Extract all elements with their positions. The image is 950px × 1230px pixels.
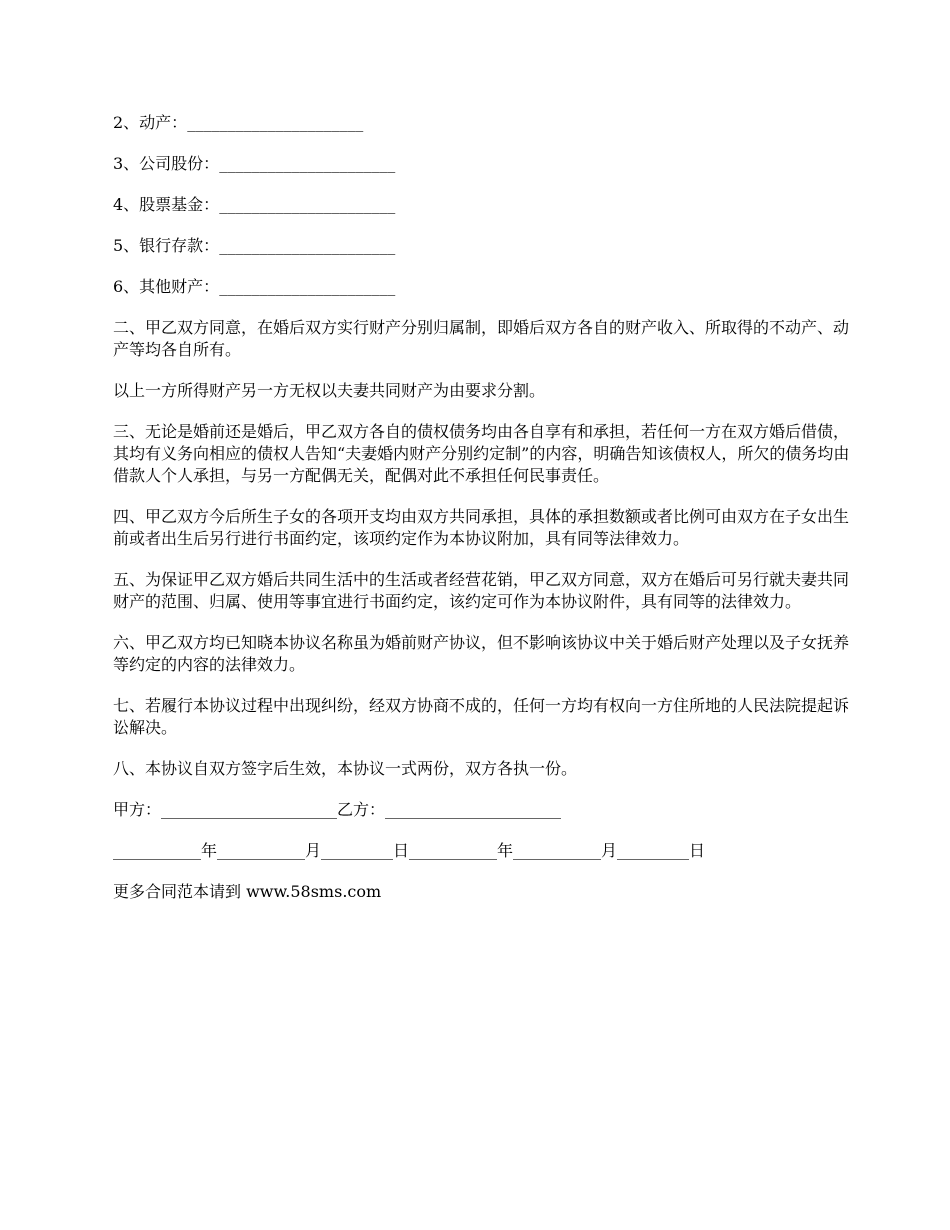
item-blank: ______________________ (187, 113, 364, 132)
item-stock-funds (113, 194, 853, 216)
party-a-label: 甲方： (113, 800, 162, 819)
item-label: 3、公司股份： (113, 154, 220, 173)
item-movable-property (113, 112, 853, 134)
item-label: 5、银行存款： (113, 236, 220, 255)
party-a-blank: ______________________ (161, 800, 338, 819)
clause-2-note: 以上一方所得财产另一方无权以夫妻共同财产为由要求分割。 (113, 381, 546, 400)
clause-4: 四、甲乙双方今后所生子女的各项开支均由双方共同承担，具体的承担数额或者比例可由双方在子女出生前或者出生后另行进行书面约定，该项约定作为本协议附加，具有同等法律效力。 (113, 507, 850, 548)
date-line: ___________年___________月_________日___________年___________月_________日 (113, 841, 705, 860)
clause-3: 三、无论是婚前还是婚后，甲乙双方各自的债权债务均由各自享有和承担，若任何一方在双方婚后借债，其均有义务向相应的债权人告知“夫妻婚内财产分别约定制”的内容，明确告知该债权人，所欠的债务均由借款人个人承担，与另一方配偶无关，配偶对此不承担任何民事责任。 (113, 422, 850, 485)
item-blank: ______________________ (219, 154, 396, 173)
item-blank: ______________________ (219, 236, 396, 255)
item-bank-deposits (113, 235, 853, 257)
item-label: 4、股票基金： (113, 195, 220, 214)
signature-line (113, 799, 853, 821)
party-b-label: 乙方： (337, 800, 386, 819)
item-company-shares (113, 153, 853, 175)
item-label: 6、其他财产： (113, 277, 220, 296)
item-blank: ______________________ (219, 195, 396, 214)
footer-link-text: 更多合同范本请到 www.58sms.com (113, 882, 382, 901)
clause-8: 八、本协议自双方签字后生效，本协议一式两份，双方各执一份。 (113, 759, 578, 778)
document-page (113, 112, 853, 903)
item-label: 2、动产： (113, 113, 188, 132)
clause-6: 六、甲乙双方均已知晓本协议名称虽为婚前财产协议，但不影响该协议中关于婚后财产处理以及子女抚养等约定的内容的法律效力。 (113, 633, 850, 674)
party-b-blank: ______________________ (385, 800, 562, 819)
item-blank: ______________________ (219, 277, 396, 296)
clause-2: 二、甲乙双方同意，在婚后双方实行财产分别归属制，即婚后双方各自的财产收入、所取得的不动产、动产等均各自所有。 (113, 318, 850, 359)
item-other-property (113, 276, 853, 298)
clause-7: 七、若履行本协议过程中出现纠纷，经双方协商不成的，任何一方均有权向一方住所地的人民法院提起诉讼解决。 (113, 696, 850, 737)
clause-5: 五、为保证甲乙双方婚后共同生活中的生活或者经营花销，甲乙双方同意，双方在婚后可另行就夫妻共同财产的范围、归属、使用等事宜进行书面约定，该约定可作为本协议附件，具有同等的法律效力。 (113, 570, 850, 611)
